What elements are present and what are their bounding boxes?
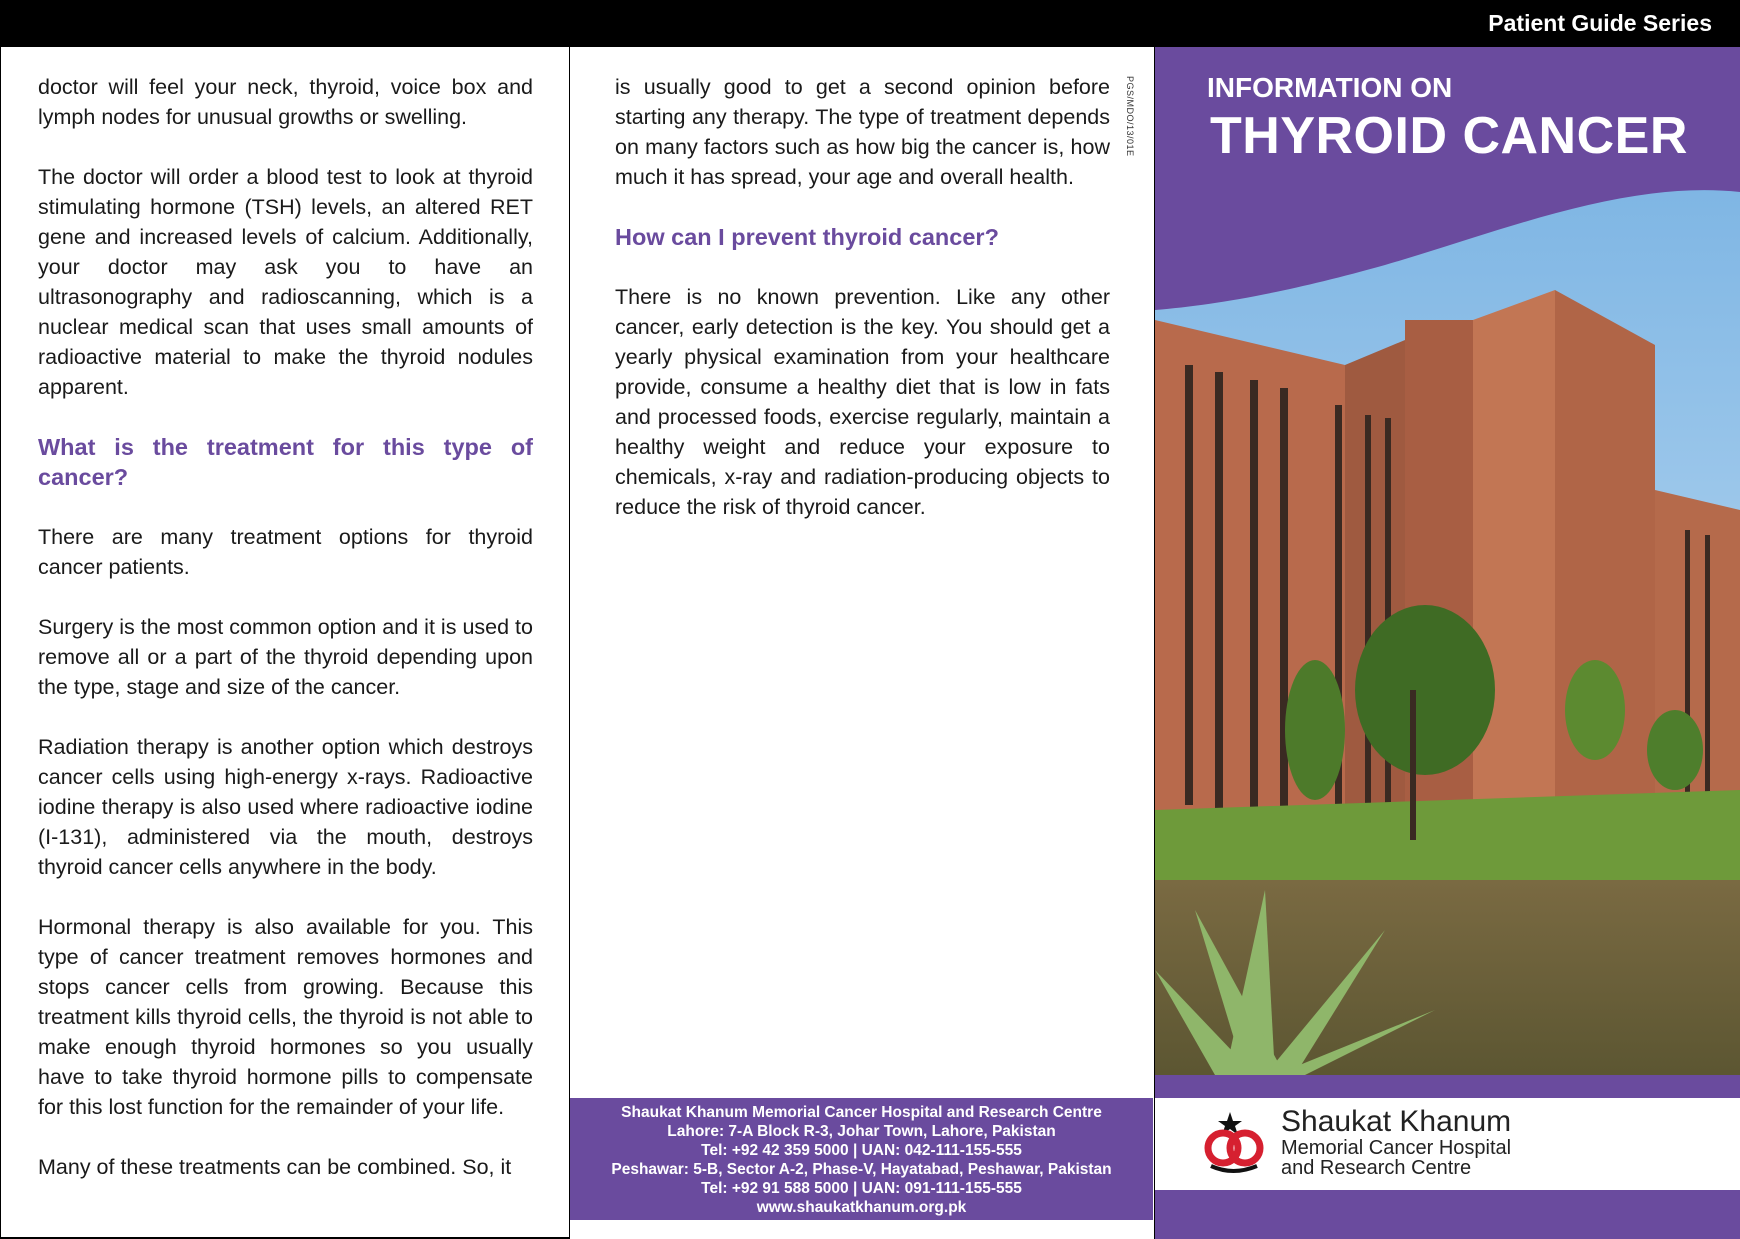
- footer-org-name: Shaukat Khanum Memorial Cancer Hospital and Research Centre: [621, 1104, 1102, 1121]
- paragraph: Radiation therapy is another option which destroys cancer cells using high-energy x-rays. Radioactive iodine therapy is also used where radioactive iodine (I-131), administered via the mouth, destroys thyroid cancer cells anywhere in the body.: [38, 735, 533, 879]
- panel-cover-topbar: [1155, 0, 1740, 47]
- series-title: Patient Guide Series: [1488, 10, 1712, 36]
- paragraph: doctor will feel your neck, thyroid, voice box and lymph nodes for unusual growths or swelling.: [38, 75, 533, 129]
- panel-middle: [570, 0, 1155, 1239]
- cover-wave-shape: [1155, 190, 1740, 330]
- footer-lahore-address: Lahore: 7-A Block R-3, Johar Town, Lahore, Pakistan: [667, 1123, 1056, 1140]
- logo-text: [1281, 1106, 1511, 1178]
- section-heading-prevention: How can I prevent thyroid cancer?: [615, 224, 999, 250]
- footer-lahore-phone: Tel: +92 42 359 5000 | UAN: 042-111-155-555: [701, 1142, 1022, 1159]
- panel-left: [0, 0, 570, 1239]
- paragraph: The doctor will order a blood test to look at thyroid stimulating hormone (TSH) levels, an altered RET gene and increased levels of calcium. Additionally, your doctor may ask you to have an ultrasonography and radioscanning, which is a nuclear medical scan that uses small amounts of radioactive material to make the thyroid nodules apparent.: [38, 165, 533, 399]
- footer-peshawar-phone: Tel: +92 91 588 5000 | UAN: 091-111-155-555: [701, 1180, 1022, 1197]
- logo-line3: and Research Centre: [1281, 1157, 1472, 1179]
- panel-left-text: [38, 72, 533, 1212]
- document-code: PGS/MDO/13/01E: [1125, 76, 1135, 157]
- cover-title: THYROID CANCER: [1210, 107, 1688, 165]
- panel-cover: [1155, 0, 1740, 1239]
- logo-line2: Memorial Cancer Hospital: [1281, 1137, 1512, 1159]
- logo-line1: Shaukat Khanum: [1281, 1105, 1512, 1138]
- paragraph: There is no known prevention. Like any other cancer, early detection is the key. You should get a yearly physical examination from your healthcare provide, consume a healthy diet that is low in fats and processed foods, exercise regularly, maintain a healthy weight and reduce your exposure to chemicals, x-ray and radiation-producing objects to reduce the risk of thyroid cancer.: [615, 285, 1110, 519]
- paragraph: Many of these treatments can be combined. So, it: [38, 1155, 512, 1179]
- paragraph: Surgery is the most common option and it is used to remove all or a part of the thyroid depending upon the type, stage and size of the cancer.: [38, 615, 533, 699]
- panel-middle-topbar: [570, 0, 1154, 47]
- hospital-logo-icon: [1195, 1110, 1275, 1180]
- panel-left-topbar: [1, 0, 569, 47]
- paragraph: Hormonal therapy is also available for you. This type of cancer treatment removes hormones and stops cancer cells from growing. Because this treatment kills thyroid cells, the thyroid is not able to make enough thyroid hormones so you usually have to take thyroid hormone pills to compensate for this lost function for the remainder of your life.: [38, 915, 533, 1119]
- section-heading-treatment: What is the treatment for this type of cancer?: [38, 434, 533, 490]
- footer-peshawar-address: Peshawar: 5-B, Sector A-2, Phase-V, Hayatabad, Peshawar, Pakistan: [611, 1161, 1112, 1178]
- panel-middle-text: [615, 72, 1110, 552]
- logo-band: [1155, 1098, 1740, 1190]
- footer-website-link[interactable]: www.shaukatkhanum.org.pk: [756, 1199, 967, 1216]
- paragraph: is usually good to get a second opinion before starting any therapy. The type of treatment depends on many factors such as how big the cancer is, how much it has spread, your age and overall health.: [615, 75, 1110, 189]
- paragraph: There are many treatment options for thyroid cancer patients.: [38, 525, 533, 579]
- contact-footer: [570, 1098, 1153, 1220]
- cover-subtitle: INFORMATION ON: [1207, 72, 1453, 103]
